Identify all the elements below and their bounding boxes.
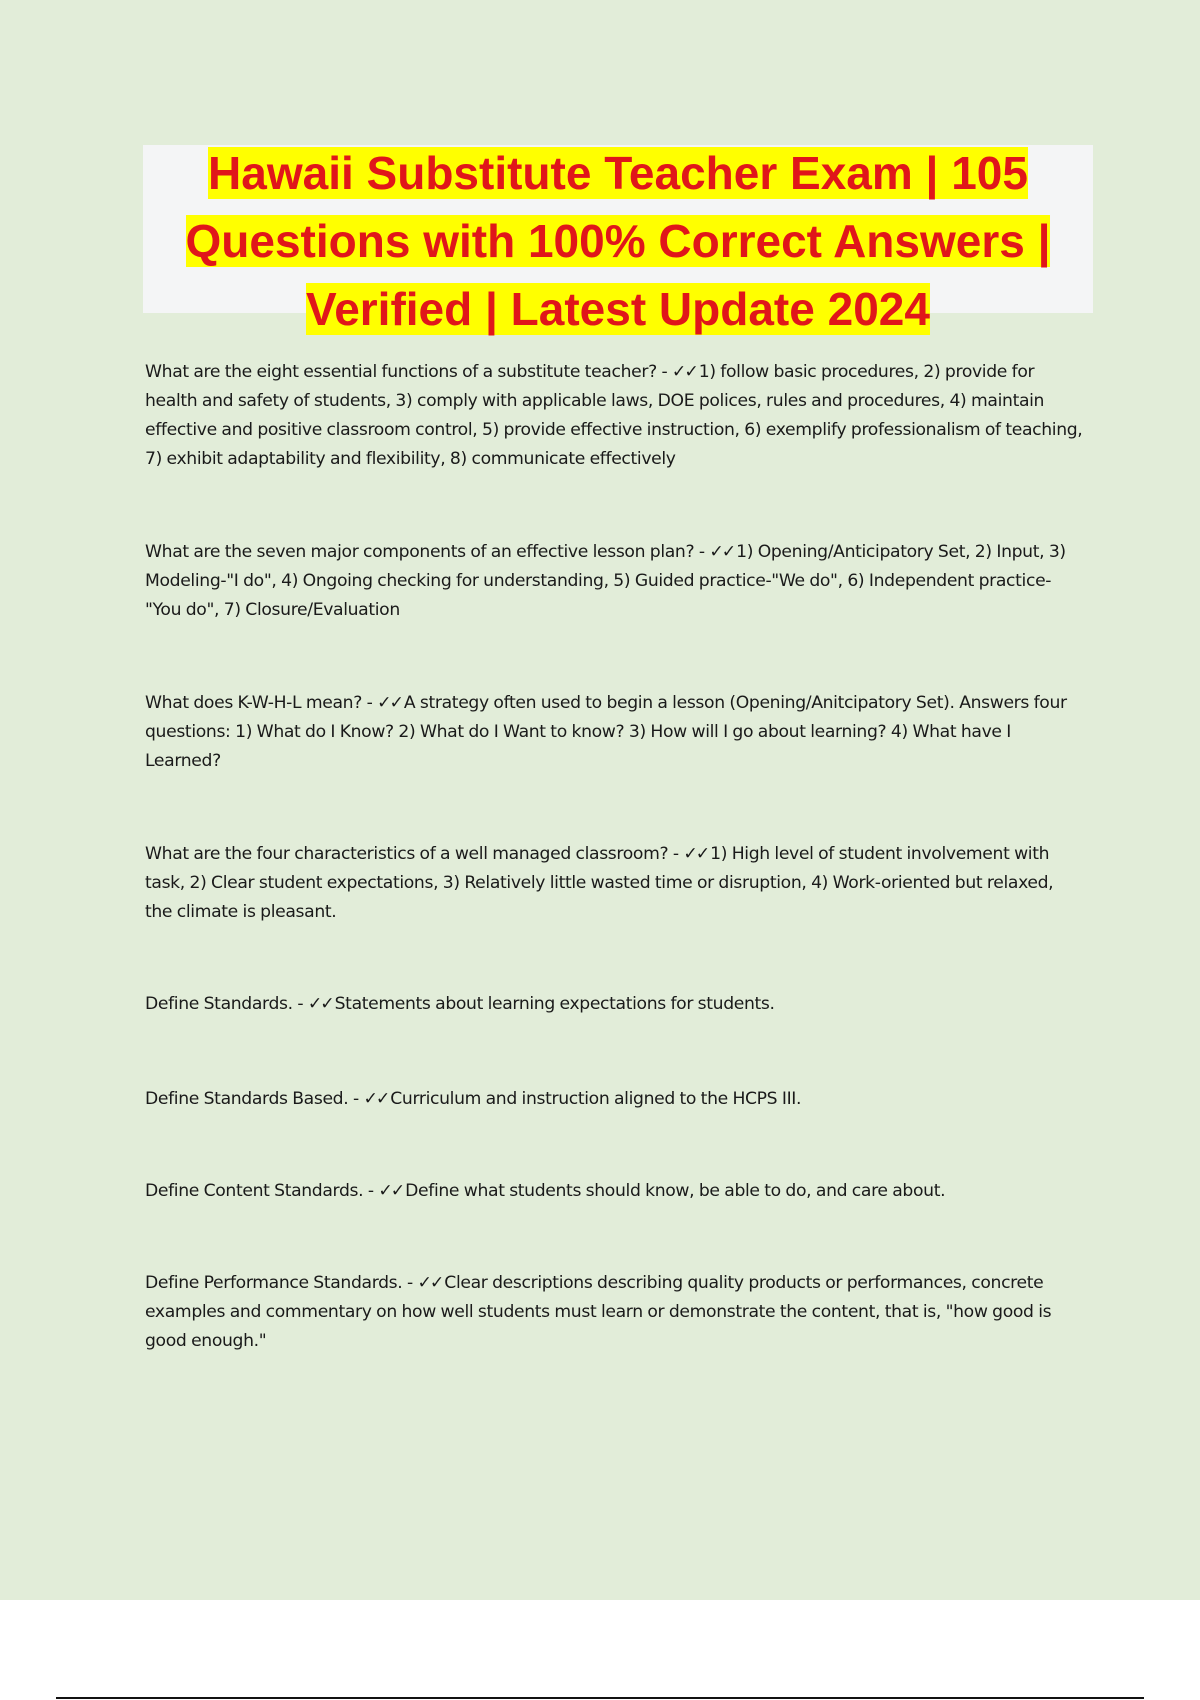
question-text: What are the eight essential functions of a substitute teacher? - (145, 362, 672, 382)
answer-text: A strategy often used to begin a lesson (Opening/Anitcipatory Set). Answers four questions: 1) What do I Know? 2) What do I Want to know? 3) How will I go about learning? 4) What have I Learned? (145, 693, 1067, 771)
checkmark-icon: ✓✓ (307, 994, 333, 1014)
question-text: What are the four characteristics of a well managed classroom? - (145, 844, 684, 864)
question-text: Define Standards Based. - (145, 1089, 364, 1109)
checkmark-icon: ✓✓ (363, 1089, 389, 1109)
answer-text: Statements about learning expectations for students. (334, 994, 775, 1014)
question-text: Define Content Standards. - (145, 1181, 379, 1201)
answer-text: 1) follow basic procedures, 2) provide for health and safety of students, 3) comply with applicable laws, DOE polices, rules and procedures, 4) maintain effective and positive classroom control, 5) provide effective instruction, 6) exemplify professionalism of teaching, 7) exhibit adaptability and flexibility, 8) communicate effectively (145, 362, 1083, 469)
qa-list (145, 358, 1085, 1356)
qa-item (145, 990, 1085, 1019)
qa-item (145, 1269, 1085, 1356)
document-title: Hawaii Substitute Teacher Exam | 105 Questions with 100% Correct Answers | Verified | Latest Update 2024 (185, 147, 1051, 335)
answer-text: 1) High level of student involvement with task, 2) Clear student expectations, 3) Relatively little wasted time or disruption, 4) Work-oriented but relaxed, the climate is pleasant. (145, 844, 1054, 922)
checkmark-icon: ✓✓ (709, 542, 735, 562)
qa-item (145, 689, 1085, 776)
checkmark-icon: ✓✓ (378, 1181, 404, 1201)
footer-divider (56, 1697, 1144, 1699)
answer-text: Define what students should know, be able to do, and care about. (405, 1181, 946, 1201)
qa-item (145, 358, 1085, 474)
checkmark-icon: ✓✓ (417, 1273, 443, 1293)
answer-text: Curriculum and instruction aligned to the HCPS III. (390, 1089, 802, 1109)
checkmark-icon: ✓✓ (671, 362, 697, 382)
qa-item (145, 840, 1085, 927)
qa-item (145, 1177, 1085, 1206)
qa-item (145, 1085, 1085, 1114)
qa-item (145, 538, 1085, 625)
question-text: Define Standards. - (145, 994, 308, 1014)
question-text: What does K-W-H-L mean? - (145, 693, 378, 713)
checkmark-icon: ✓✓ (683, 844, 709, 864)
answer-text: Clear descriptions describing quality products or performances, concrete examples and commentary on how well students must learn or demonstrate the content, that is, "how good is good enough." (145, 1273, 1052, 1351)
checkmark-icon: ✓✓ (377, 693, 402, 713)
question-text: What are the seven major components of an effective lesson plan? - (145, 542, 710, 562)
title-block (143, 145, 1093, 335)
answer-text: 1) Opening/Anticipatory Set, 2) Input, 3) Modeling-"I do", 4) Ongoing checking for understanding, 5) Guided practice-"We do", 6) Independent practice-"You do", 7) Closure/Evaluation (145, 542, 1066, 620)
question-text: Define Performance Standards. - (145, 1273, 418, 1293)
